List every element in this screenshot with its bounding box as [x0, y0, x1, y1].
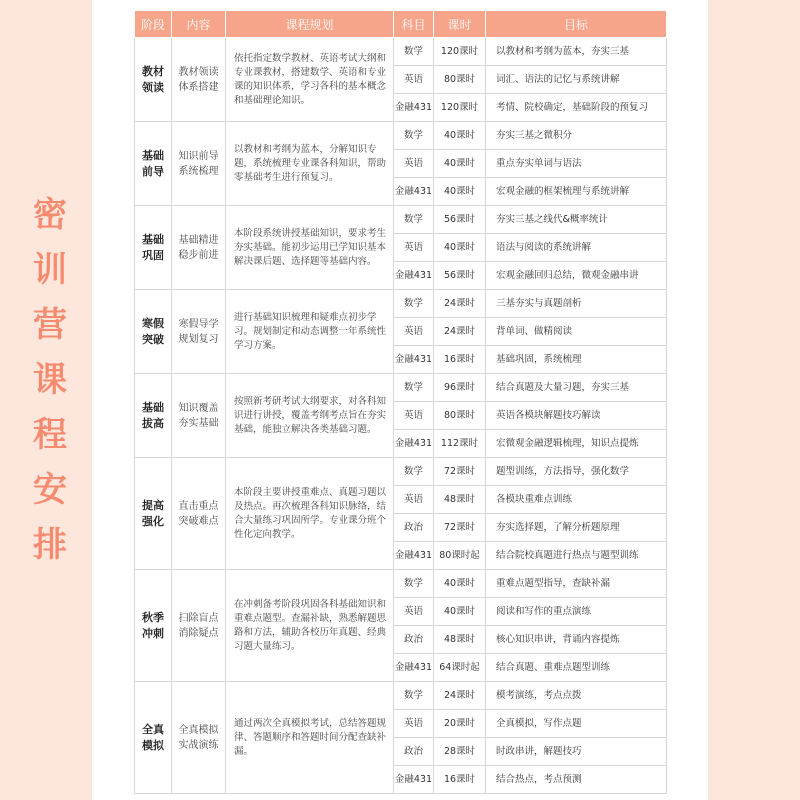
side-title-char: 排: [33, 525, 67, 565]
side-title-char: 密: [33, 195, 67, 235]
content-cell: [172, 290, 226, 374]
stage-label: 巩固: [142, 248, 164, 262]
stage-cell: [135, 682, 172, 794]
subject-cell: 数学: [394, 290, 434, 318]
content-label: 系统梳理: [178, 165, 219, 177]
vertical-title: [30, 188, 70, 573]
subject-cell: 金融431: [394, 262, 434, 290]
goal-cell: 各模块重难点训练: [486, 486, 667, 514]
content-label: 突破难点: [178, 515, 219, 527]
goal-cell: 英语各模块解题技巧解读: [486, 402, 667, 430]
content-label: 基础精进: [178, 234, 219, 246]
content-label: 稳步前进: [178, 249, 219, 261]
header-stage: 阶段: [135, 11, 172, 38]
subject-cell: 政治: [394, 738, 434, 766]
goal-cell: 结合真题、重难点题型训练: [486, 654, 667, 682]
plan-cell: 进行基础知识梳理和疑难点初步学习。规划制定和动态调整一年系统性学习方案。: [226, 290, 394, 374]
goal-cell: 三基夯实与真题剖析: [486, 290, 667, 318]
plan-cell: 通过两次全真模拟考试，总结答题规律、答题顺序和答题时间分配查缺补漏。: [226, 682, 394, 794]
side-title-char: 课: [33, 360, 67, 400]
content-label: 知识覆盖: [178, 402, 219, 414]
plan-cell: 在冲刺备考阶段巩固各科基础知识和重难点题型。查漏补缺，熟悉解题思路和方法，辅助各校历年真题、经典习题大量练习。: [226, 570, 394, 682]
table-row: [135, 570, 667, 598]
content-label: 知识前导: [178, 150, 219, 162]
content-label: 规划复习: [178, 333, 219, 345]
subject-cell: 英语: [394, 486, 434, 514]
plan-cell: 按照新考研考试大纲要求，对各科知识进行讲授，覆盖考纲考点旨在夯实基础，能独立解决各类基础习题。: [226, 374, 394, 458]
table-row: [135, 122, 667, 150]
content-cell: [172, 374, 226, 458]
hours-cell: 16课时: [434, 346, 486, 374]
hours-cell: 72课时: [434, 458, 486, 486]
table-row: [135, 38, 667, 66]
hours-cell: 40课时: [434, 178, 486, 206]
goal-cell: 背单词、做精阅读: [486, 318, 667, 346]
table-row: [135, 374, 667, 402]
hours-cell: 24课时: [434, 290, 486, 318]
hours-cell: 96课时: [434, 374, 486, 402]
table-header-row: [135, 11, 667, 38]
side-title-char: 营: [33, 305, 67, 345]
subject-cell: 英语: [394, 710, 434, 738]
content-cell: [172, 206, 226, 290]
goal-cell: 宏观金融回归总结，微观金融串讲: [486, 262, 667, 290]
content-label: 全真模拟: [178, 724, 219, 736]
content-label: 实战演练: [178, 739, 219, 751]
content-label: 寒假导学: [178, 318, 219, 330]
subject-cell: 金融431: [394, 178, 434, 206]
content-label: 直击重点: [178, 500, 219, 512]
plan-cell: 本阶段系统讲授基础知识，要求考生夯实基础。能初步运用已学知识基本解决课后题、选择题等基础内容。: [226, 206, 394, 290]
hours-cell: 48课时: [434, 626, 486, 654]
goal-cell: 宏微观金融逻辑梳理，知识点提炼: [486, 430, 667, 458]
subject-cell: 英语: [394, 402, 434, 430]
hours-cell: 48课时: [434, 486, 486, 514]
table-row: [135, 290, 667, 318]
stage-label: 寒假: [142, 316, 164, 330]
subject-cell: 金融431: [394, 654, 434, 682]
stage-cell: [135, 458, 172, 570]
plan-cell: 依托指定数学教材、英语考试大纲和专业课教材，搭建数学、英语和专业课的知识体系，学习各科的基本概念和基础理论知识。: [226, 38, 394, 122]
goal-cell: 题型训练，方法指导，强化数学: [486, 458, 667, 486]
subject-cell: 政治: [394, 626, 434, 654]
table-row: [135, 206, 667, 234]
hours-cell: 80课时起: [434, 542, 486, 570]
goal-cell: 结合真题及大量习题，夯实三基: [486, 374, 667, 402]
plan-cell: 本阶段主要讲授重难点、真题习题以及热点。再次梳理各科知识脉络，结合大量练习巩固所学。专业课分班个性化定向教学。: [226, 458, 394, 570]
goal-cell: 夯实三基之微积分: [486, 122, 667, 150]
subject-cell: 数学: [394, 682, 434, 710]
subject-cell: 数学: [394, 570, 434, 598]
stage-cell: [135, 290, 172, 374]
stage-label: 基础: [142, 400, 164, 414]
content-cell: [172, 122, 226, 206]
stage-label: 强化: [142, 514, 164, 528]
side-title-char: 程: [33, 415, 67, 455]
hours-cell: 16课时: [434, 766, 486, 794]
subject-cell: 数学: [394, 206, 434, 234]
stage-label: 拔高: [142, 416, 164, 430]
content-label: 夯实基础: [178, 417, 219, 429]
side-title-char: 训: [33, 250, 67, 290]
goal-cell: 宏观金融的框架梳理与系统讲解: [486, 178, 667, 206]
goal-cell: 核心知识串讲，背诵内容提炼: [486, 626, 667, 654]
content-cell: [172, 458, 226, 570]
hours-cell: 40课时: [434, 570, 486, 598]
stage-label: 秋季: [142, 610, 164, 624]
goal-cell: 结合热点，考点预测: [486, 766, 667, 794]
hours-cell: 120课时: [434, 38, 486, 66]
header-hours: 课时: [434, 11, 486, 38]
stage-label: 冲刺: [142, 626, 164, 640]
goal-cell: 基础巩固，系统梳理: [486, 346, 667, 374]
subject-cell: 英语: [394, 234, 434, 262]
goal-cell: 重点夯实单词与语法: [486, 150, 667, 178]
subject-cell: 金融431: [394, 542, 434, 570]
subject-cell: 英语: [394, 150, 434, 178]
hours-cell: 24课时: [434, 682, 486, 710]
stage-label: 领读: [142, 80, 164, 94]
hours-cell: 40课时: [434, 598, 486, 626]
stage-cell: [135, 374, 172, 458]
hours-cell: 20课时: [434, 710, 486, 738]
goal-cell: 模考演练，考点点拨: [486, 682, 667, 710]
goal-cell: 阅读和写作的重点演练: [486, 598, 667, 626]
goal-cell: 重难点题型指导，查缺补漏: [486, 570, 667, 598]
hours-cell: 56课时: [434, 206, 486, 234]
stage-cell: [135, 38, 172, 122]
stage-label: 教材: [142, 64, 164, 78]
plan-cell: 以教材和考纲为蓝本，分解知识专题，系统梳理专业课各科知识，帮助零基础考生进行预复习。: [226, 122, 394, 206]
subject-cell: 数学: [394, 38, 434, 66]
goal-cell: 夯实三基之线代&概率统计: [486, 206, 667, 234]
stage-cell: [135, 206, 172, 290]
subject-cell: 数学: [394, 374, 434, 402]
goal-cell: 结合院校真题进行热点与题型训练: [486, 542, 667, 570]
subject-cell: 金融431: [394, 94, 434, 122]
hours-cell: 28课时: [434, 738, 486, 766]
hours-cell: 56课时: [434, 262, 486, 290]
right-decor-panel: [708, 0, 800, 800]
header-subject: 科目: [394, 11, 434, 38]
content-cell: [172, 682, 226, 794]
hours-cell: 72课时: [434, 514, 486, 542]
stage-label: 模拟: [142, 738, 164, 752]
header-plan: 课程规划: [226, 11, 394, 38]
stage-cell: [135, 122, 172, 206]
subject-cell: 数学: [394, 458, 434, 486]
subject-cell: 政治: [394, 514, 434, 542]
stage-label: 前导: [142, 164, 164, 178]
hours-cell: 80课时: [434, 66, 486, 94]
stage-label: 基础: [142, 148, 164, 162]
content-label: 体系搭建: [178, 81, 219, 93]
subject-cell: 数学: [394, 122, 434, 150]
stage-label: 提高: [142, 498, 164, 512]
goal-cell: 语法与阅读的系统讲解: [486, 234, 667, 262]
stage-label: 基础: [142, 232, 164, 246]
content-label: 教材领读: [178, 66, 219, 78]
goal-cell: 时政串讲，解题技巧: [486, 738, 667, 766]
content-label: 扫除盲点: [178, 612, 219, 624]
stage-label: 全真: [142, 722, 164, 736]
subject-cell: 金融431: [394, 346, 434, 374]
stage-label: 突破: [142, 332, 164, 346]
stage-cell: [135, 570, 172, 682]
hours-cell: 40课时: [434, 150, 486, 178]
table-row: [135, 682, 667, 710]
goal-cell: 词汇、语法的记忆与系统讲解: [486, 66, 667, 94]
goal-cell: 全真模拟，写作点题: [486, 710, 667, 738]
hours-cell: 24课时: [434, 318, 486, 346]
side-title-char: 安: [33, 470, 67, 510]
course-schedule-table: [134, 10, 667, 794]
subject-cell: 金融431: [394, 430, 434, 458]
hours-cell: 112课时: [434, 430, 486, 458]
header-content: 内容: [172, 11, 226, 38]
content-cell: [172, 570, 226, 682]
goal-cell: 考情、院校确定，基础阶段的预复习: [486, 94, 667, 122]
goal-cell: 夯实选择题，了解分析题原理: [486, 514, 667, 542]
hours-cell: 40课时: [434, 122, 486, 150]
subject-cell: 英语: [394, 318, 434, 346]
content-label: 消除疑点: [178, 627, 219, 639]
table-row: [135, 458, 667, 486]
subject-cell: 英语: [394, 598, 434, 626]
hours-cell: 120课时: [434, 94, 486, 122]
subject-cell: 金融431: [394, 766, 434, 794]
hours-cell: 64课时起: [434, 654, 486, 682]
subject-cell: 英语: [394, 66, 434, 94]
content-cell: [172, 38, 226, 122]
header-goal: 目标: [486, 11, 667, 38]
hours-cell: 80课时: [434, 402, 486, 430]
hours-cell: 40课时: [434, 234, 486, 262]
goal-cell: 以教材和考纲为蓝本，夯实三基: [486, 38, 667, 66]
